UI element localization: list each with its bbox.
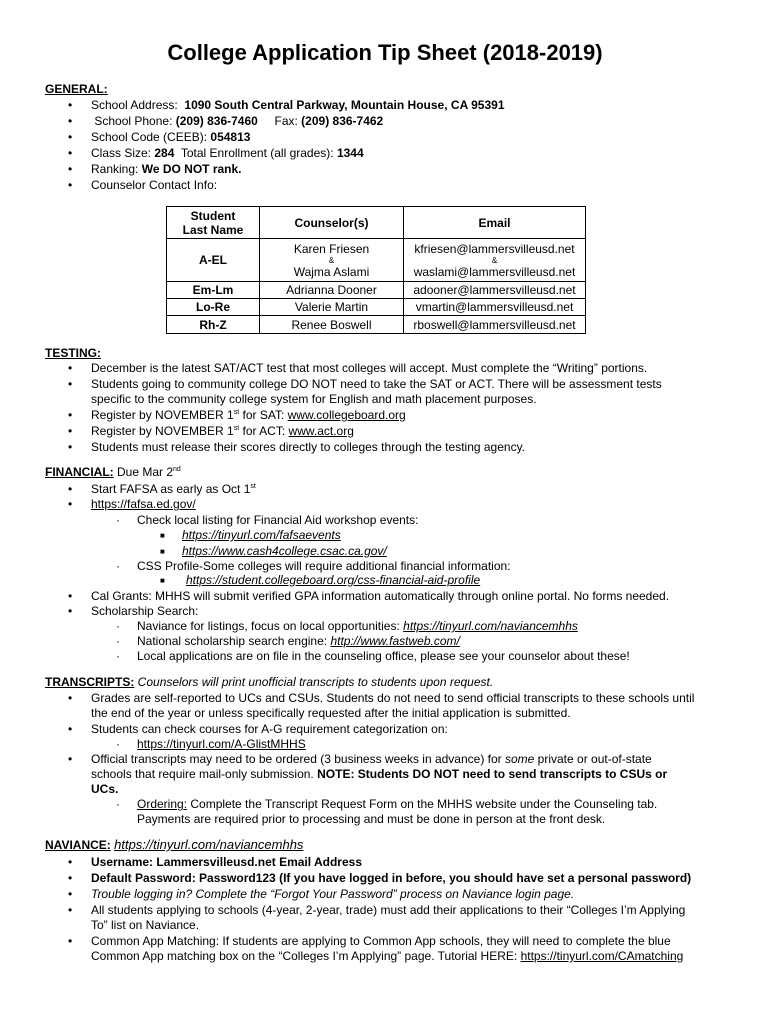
cash4college-link[interactable]: https://www.cash4college.csac.ca.gov/ (182, 544, 387, 558)
code-label: School Code (CEEB): (91, 130, 208, 144)
transcript-item: Students can check courses for A-G requirement categorization on: (91, 722, 448, 736)
counselor-name: Karen Friesen (293, 241, 370, 256)
school-code (91, 130, 250, 144)
fafsa-start: Start FAFSA as early as Oct 1st (91, 482, 256, 496)
testing-item: Students going to community college DO NOT need to take the SAT or ACT. There will be assessment tests (91, 377, 662, 391)
testing-heading: TESTING: (45, 346, 101, 360)
phone-label: School Phone: (94, 114, 173, 128)
act-link[interactable]: www.act.org (288, 424, 354, 438)
header-last-name: Student Last Name (167, 207, 260, 239)
bullet-icon: • (68, 130, 73, 144)
transcripts-heading-line (45, 675, 493, 689)
testing-item: December is the latest SAT/ACT test that most colleges will accept. Must complete the “Writing” portions. (91, 361, 648, 375)
counselor-name: Renee Boswell (260, 316, 404, 334)
page-title: College Application Tip Sheet (2018-2019) (167, 40, 603, 65)
table-row (167, 316, 586, 334)
transcript-item: Official transcripts may need to be ordered (3 business weeks in advance) for some private or out-of-state (91, 752, 652, 766)
class-size (91, 146, 364, 160)
bullet-icon: • (68, 752, 73, 766)
class-label: Class Size: (91, 146, 152, 160)
counselor-name: Valerie Martin (260, 299, 404, 316)
address-label: School Address: (91, 98, 178, 112)
dot-bullet-icon: · (116, 619, 120, 633)
counselor-contact-label: Counselor Contact Info: (91, 178, 218, 192)
naviance-trouble: Trouble logging in? Complete the “Forgot Your Password” process on Naviance login page. (91, 887, 575, 901)
email-link[interactable]: rboswell@lammersvilleusd.net (404, 316, 586, 334)
bullet-icon: • (68, 855, 73, 869)
last-name-range: Rh-Z (167, 316, 260, 334)
testing-act: Register by NOVEMBER 1st for ACT: www.act.org (91, 424, 354, 438)
financial-heading-line: FINANCIAL: Due Mar 2nd (45, 465, 181, 479)
dot-bullet-icon: · (116, 797, 120, 811)
naviance-all-students: All students applying to schools (4-year, 2-year, trade) must add their applications to their “Colleges I’m Applying (91, 903, 686, 917)
bullet-icon: • (68, 903, 73, 917)
transcript-item: Grades are self-reported to UCs and CSUs. Students do not need to send official transcripts to these schools until (91, 691, 695, 705)
transcript-item-cont: schools that require mail-only submission. NOTE: Students DO NOT need to send transcripts to CSUs or (91, 767, 668, 781)
phone-value: (209) 836-7460 (175, 114, 258, 128)
naviance-listings: Naviance for listings, focus on local opportunities: https://tinyurl.com/naviancemhhs (137, 619, 578, 633)
bullet-icon: • (68, 162, 73, 176)
ampersand: & (491, 255, 498, 265)
camatching-link[interactable]: https://tinyurl.com/CAmatching (520, 949, 684, 963)
testing-item-cont: specific to the community college system for English and math placement purposes. (91, 392, 537, 406)
email-cell (404, 239, 586, 282)
school-address (91, 98, 505, 112)
ranking (91, 162, 242, 176)
dot-bullet-icon: · (116, 737, 120, 751)
naviance-heading-line (45, 838, 303, 852)
fax-label: Fax: (274, 114, 298, 128)
square-bullet-icon: ■ (160, 531, 165, 540)
transcripts-note: Counselors will print unofficial transcripts to students upon request. (134, 675, 494, 689)
email-link[interactable]: adooner@lammersvilleusd.net (404, 282, 586, 299)
bullet-icon: • (68, 424, 73, 438)
counselor-cell (260, 239, 404, 282)
general-heading: GENERAL: (45, 82, 108, 96)
naviance-all-students-cont: To” list on Naviance. (91, 918, 200, 932)
bullet-icon: • (68, 497, 73, 511)
transcript-item-cont: UCs. (91, 782, 119, 796)
email-link[interactable]: kfriesen@lammersvilleusd.net (414, 241, 575, 256)
common-app-matching-cont: Common App matching box on the “Colleges I’m Applying” page. Tutorial HERE: https://tinyurl.com/CAmatching (91, 949, 684, 963)
fafsa-link[interactable]: https://fafsa.ed.gov/ (91, 497, 196, 511)
bullet-icon: • (68, 589, 73, 603)
naviance-link[interactable]: https://tinyurl.com/naviancemhhs (114, 837, 304, 852)
bullet-icon: • (68, 98, 73, 112)
bullet-icon: • (68, 871, 73, 885)
transcript-item-cont: the end of the year or unless specifically requested after the initial application is submitted. (91, 706, 571, 720)
enroll-value: 1344 (336, 146, 364, 160)
bullet-icon: • (68, 934, 73, 948)
cal-grants: Cal Grants: MHHS will submit verified GPA information automatically through online portal. No forms needed. (91, 589, 670, 603)
testing-sat: Register by NOVEMBER 1st for SAT: www.collegeboard.org (91, 408, 406, 422)
dot-bullet-icon: · (116, 634, 120, 648)
header-counselor: Counselor(s) (260, 207, 404, 239)
transcripts-heading: TRANSCRIPTS: (45, 675, 135, 689)
table-row (167, 282, 586, 299)
financial-heading: FINANCIAL: (45, 465, 114, 479)
counselor-name: Wajma Aslami (293, 264, 370, 279)
address-value: 1090 South Central Parkway, Mountain House, CA 95391 (184, 98, 505, 112)
table-row (167, 239, 586, 282)
table-row (167, 299, 586, 316)
collegeboard-link[interactable]: www.collegeboard.org (287, 408, 406, 422)
last-name-range: Lo-Re (167, 299, 260, 316)
dot-bullet-icon: · (116, 649, 120, 663)
counselor-table (166, 206, 586, 334)
bullet-icon: • (68, 146, 73, 160)
testing-item: Students must release their scores directly to colleges through the testing agency. (91, 440, 526, 454)
bullet-icon: • (68, 361, 73, 375)
common-app-matching: Common App Matching: If students are applying to Common App schools, they will need to complete the blue (91, 934, 671, 948)
class-value: 284 (154, 146, 175, 160)
ordering-info: Ordering: Complete the Transcript Request Form on the MHHS website under the Counseling tab. (137, 797, 658, 811)
dot-bullet-icon: · (116, 513, 120, 527)
fastweb-link[interactable]: http://www.fastweb.com/ (330, 634, 460, 648)
fax-value: (209) 836-7462 (301, 114, 384, 128)
bullet-icon: • (68, 722, 73, 736)
last-name-range: A-EL (167, 239, 260, 282)
naviance-password: Default Password: Password123 (If you have logged in before, you should have set a personal password) (91, 871, 692, 885)
bullet-icon: • (68, 482, 73, 496)
square-bullet-icon: ■ (160, 576, 165, 585)
enroll-label: Total Enrollment (all grades): (180, 146, 334, 160)
local-applications: Local applications are on file in the counseling office, please see your counselor about these! (137, 649, 630, 663)
bullet-icon: • (68, 114, 73, 128)
bullet-icon: • (68, 408, 73, 422)
bullet-icon: • (68, 887, 73, 901)
naviance-username: Username: Lammersvilleusd.net Email Address (91, 855, 362, 869)
bullet-icon: • (68, 377, 73, 391)
ordering-label: Ordering: (137, 797, 188, 811)
check-local-listing: Check local listing for Financial Aid workshop events: (137, 513, 419, 527)
ordering-info-cont: Payments are required prior to processing and must be done in person at the front desk. (137, 812, 606, 826)
dot-bullet-icon: · (116, 559, 120, 573)
scholarship-search: Scholarship Search: (91, 604, 199, 618)
css-profile-link[interactable]: https://student.collegeboard.org/css-financial-aid-profile (186, 573, 481, 587)
rank-label: Ranking: (91, 162, 139, 176)
rank-value: We DO NOT rank. (141, 162, 242, 176)
square-bullet-icon: ■ (160, 547, 165, 556)
naviance-heading: NAVIANCE: (45, 838, 111, 852)
email-link[interactable]: vmartin@lammersvilleusd.net (404, 299, 586, 316)
school-phone (91, 114, 383, 128)
last-name-range: Em-Lm (167, 282, 260, 299)
email-link[interactable]: waslami@lammersvilleusd.net (413, 264, 576, 279)
bullet-icon: • (68, 691, 73, 705)
ampersand: & (328, 255, 335, 265)
naviance-link[interactable]: https://tinyurl.com/naviancemhhs (403, 619, 578, 633)
table-header-row (167, 207, 586, 239)
fafsaevents-link[interactable]: https://tinyurl.com/fafsaevents (182, 528, 341, 542)
bullet-icon: • (68, 604, 73, 618)
css-profile: CSS Profile-Some colleges will require additional financial information: (137, 559, 511, 573)
ag-list-link[interactable]: https://tinyurl.com/A-GlistMHHS (137, 737, 306, 751)
header-email: Email (404, 207, 586, 239)
code-value: 054813 (210, 130, 251, 144)
bullet-icon: • (68, 440, 73, 454)
counselor-name: Adrianna Dooner (260, 282, 404, 299)
national-search: National scholarship search engine: http://www.fastweb.com/ (137, 634, 460, 648)
bullet-icon: • (68, 178, 73, 192)
